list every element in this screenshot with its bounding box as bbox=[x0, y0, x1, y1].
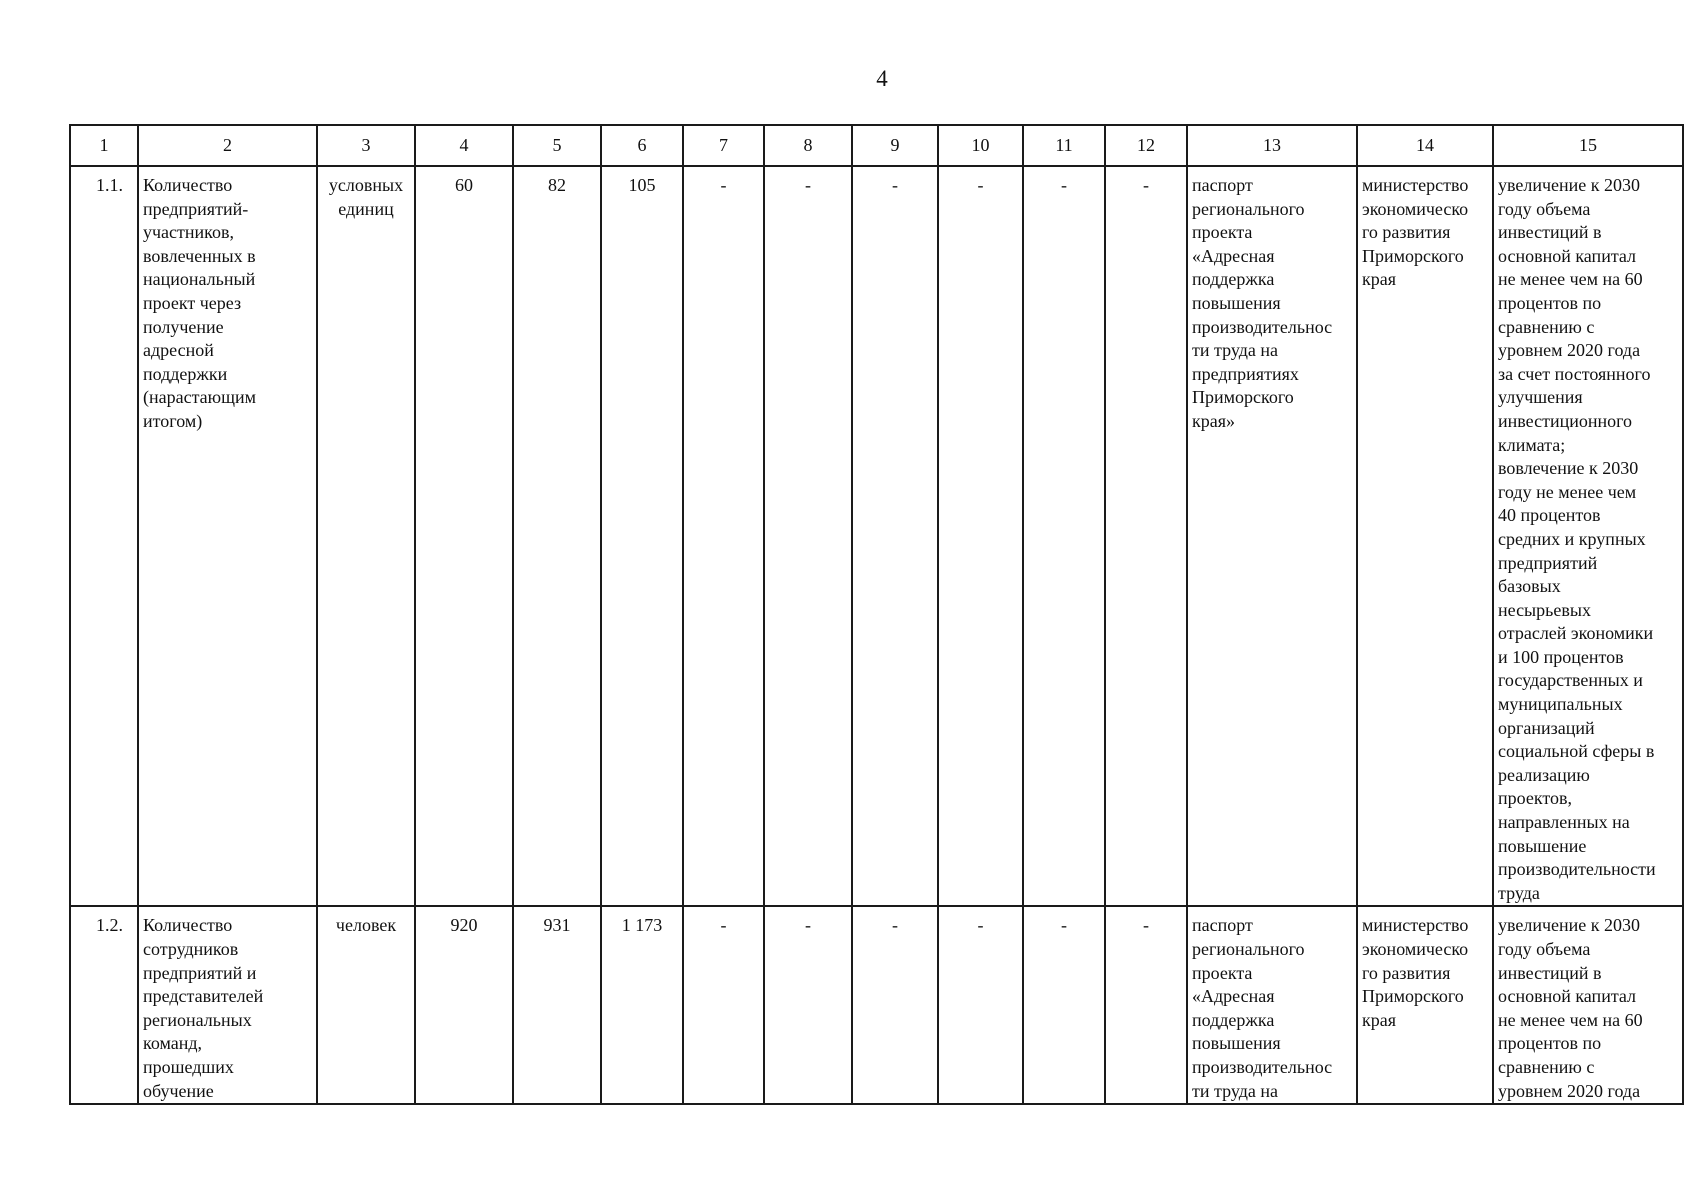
responsible-cell: министерство экономическо го развития Приморского края bbox=[1357, 906, 1493, 1104]
value-cell: - bbox=[683, 906, 764, 1104]
goal-cell: увеличение к 2030 году объема инвестиций в основной капитал не менее чем на 60 процентов по сравнению с уровнем 2020 года за счет постоянного улучшения инвестиционного климата; вовлечение к 2030 году не менее чем 40 процентов средних и крупных предприятий базовых несырьевых отраслей экономики и 100 процентов государственных и муниципальных организаций социальной сферы в реализацию проектов, направленных на повышение производительности труда bbox=[1493, 166, 1683, 906]
source-cell: паспорт регионального проекта «Адресная поддержка повышения производительнос ти труда на предприятиях Приморского края» bbox=[1187, 166, 1357, 906]
value-cell: 60 bbox=[415, 166, 513, 906]
row-number: 1.1. bbox=[70, 166, 138, 906]
value-cell: - bbox=[683, 166, 764, 906]
value-cell: 1 173 bbox=[601, 906, 683, 1104]
header-cell: 5 bbox=[513, 125, 601, 166]
unit-cell: человек bbox=[317, 906, 415, 1104]
value-cell: - bbox=[1023, 166, 1105, 906]
value-cell: - bbox=[938, 166, 1023, 906]
header-cell: 7 bbox=[683, 125, 764, 166]
value-cell: 105 bbox=[601, 166, 683, 906]
value-cell: 920 bbox=[415, 906, 513, 1104]
page-number: 4 bbox=[876, 66, 888, 91]
value-cell: - bbox=[852, 166, 938, 906]
value-cell: - bbox=[1105, 906, 1187, 1104]
value-cell: - bbox=[938, 906, 1023, 1104]
row-number: 1.2. bbox=[70, 906, 138, 1104]
header-cell: 1 bbox=[70, 125, 138, 166]
value-cell: 931 bbox=[513, 906, 601, 1104]
header-cell: 13 bbox=[1187, 125, 1357, 166]
header-cell: 12 bbox=[1105, 125, 1187, 166]
header-cell: 8 bbox=[764, 125, 852, 166]
source-cell: паспорт регионального проекта «Адресная поддержка повышения производительнос ти труда на bbox=[1187, 906, 1357, 1104]
indicator-name: Количество предприятий- участников, вовлеченных в национальный проект через получение адресной поддержки (нарастающим итогом) bbox=[138, 166, 317, 906]
value-cell: - bbox=[1105, 166, 1187, 906]
table-row bbox=[70, 906, 1683, 1104]
value-cell: - bbox=[1023, 906, 1105, 1104]
value-cell: - bbox=[764, 906, 852, 1104]
value-cell: - bbox=[852, 906, 938, 1104]
value-cell: 82 bbox=[513, 166, 601, 906]
header-cell: 3 bbox=[317, 125, 415, 166]
goal-cell: увеличение к 2030 году объема инвестиций в основной капитал не менее чем на 60 процентов по сравнению с уровнем 2020 года bbox=[1493, 906, 1683, 1104]
table-header-row bbox=[70, 125, 1683, 166]
header-cell: 9 bbox=[852, 125, 938, 166]
indicators-table bbox=[69, 124, 1684, 1105]
header-cell: 4 bbox=[415, 125, 513, 166]
header-cell: 2 bbox=[138, 125, 317, 166]
responsible-cell: министерство экономическо го развития Приморского края bbox=[1357, 166, 1493, 906]
unit-cell: условных единиц bbox=[317, 166, 415, 906]
header-cell: 15 bbox=[1493, 125, 1683, 166]
header-cell: 6 bbox=[601, 125, 683, 166]
indicator-name: Количество сотрудников предприятий и представителей региональных команд, прошедших обучение bbox=[138, 906, 317, 1104]
table-row bbox=[70, 166, 1683, 906]
value-cell: - bbox=[764, 166, 852, 906]
header-cell: 14 bbox=[1357, 125, 1493, 166]
header-cell: 10 bbox=[938, 125, 1023, 166]
header-cell: 11 bbox=[1023, 125, 1105, 166]
